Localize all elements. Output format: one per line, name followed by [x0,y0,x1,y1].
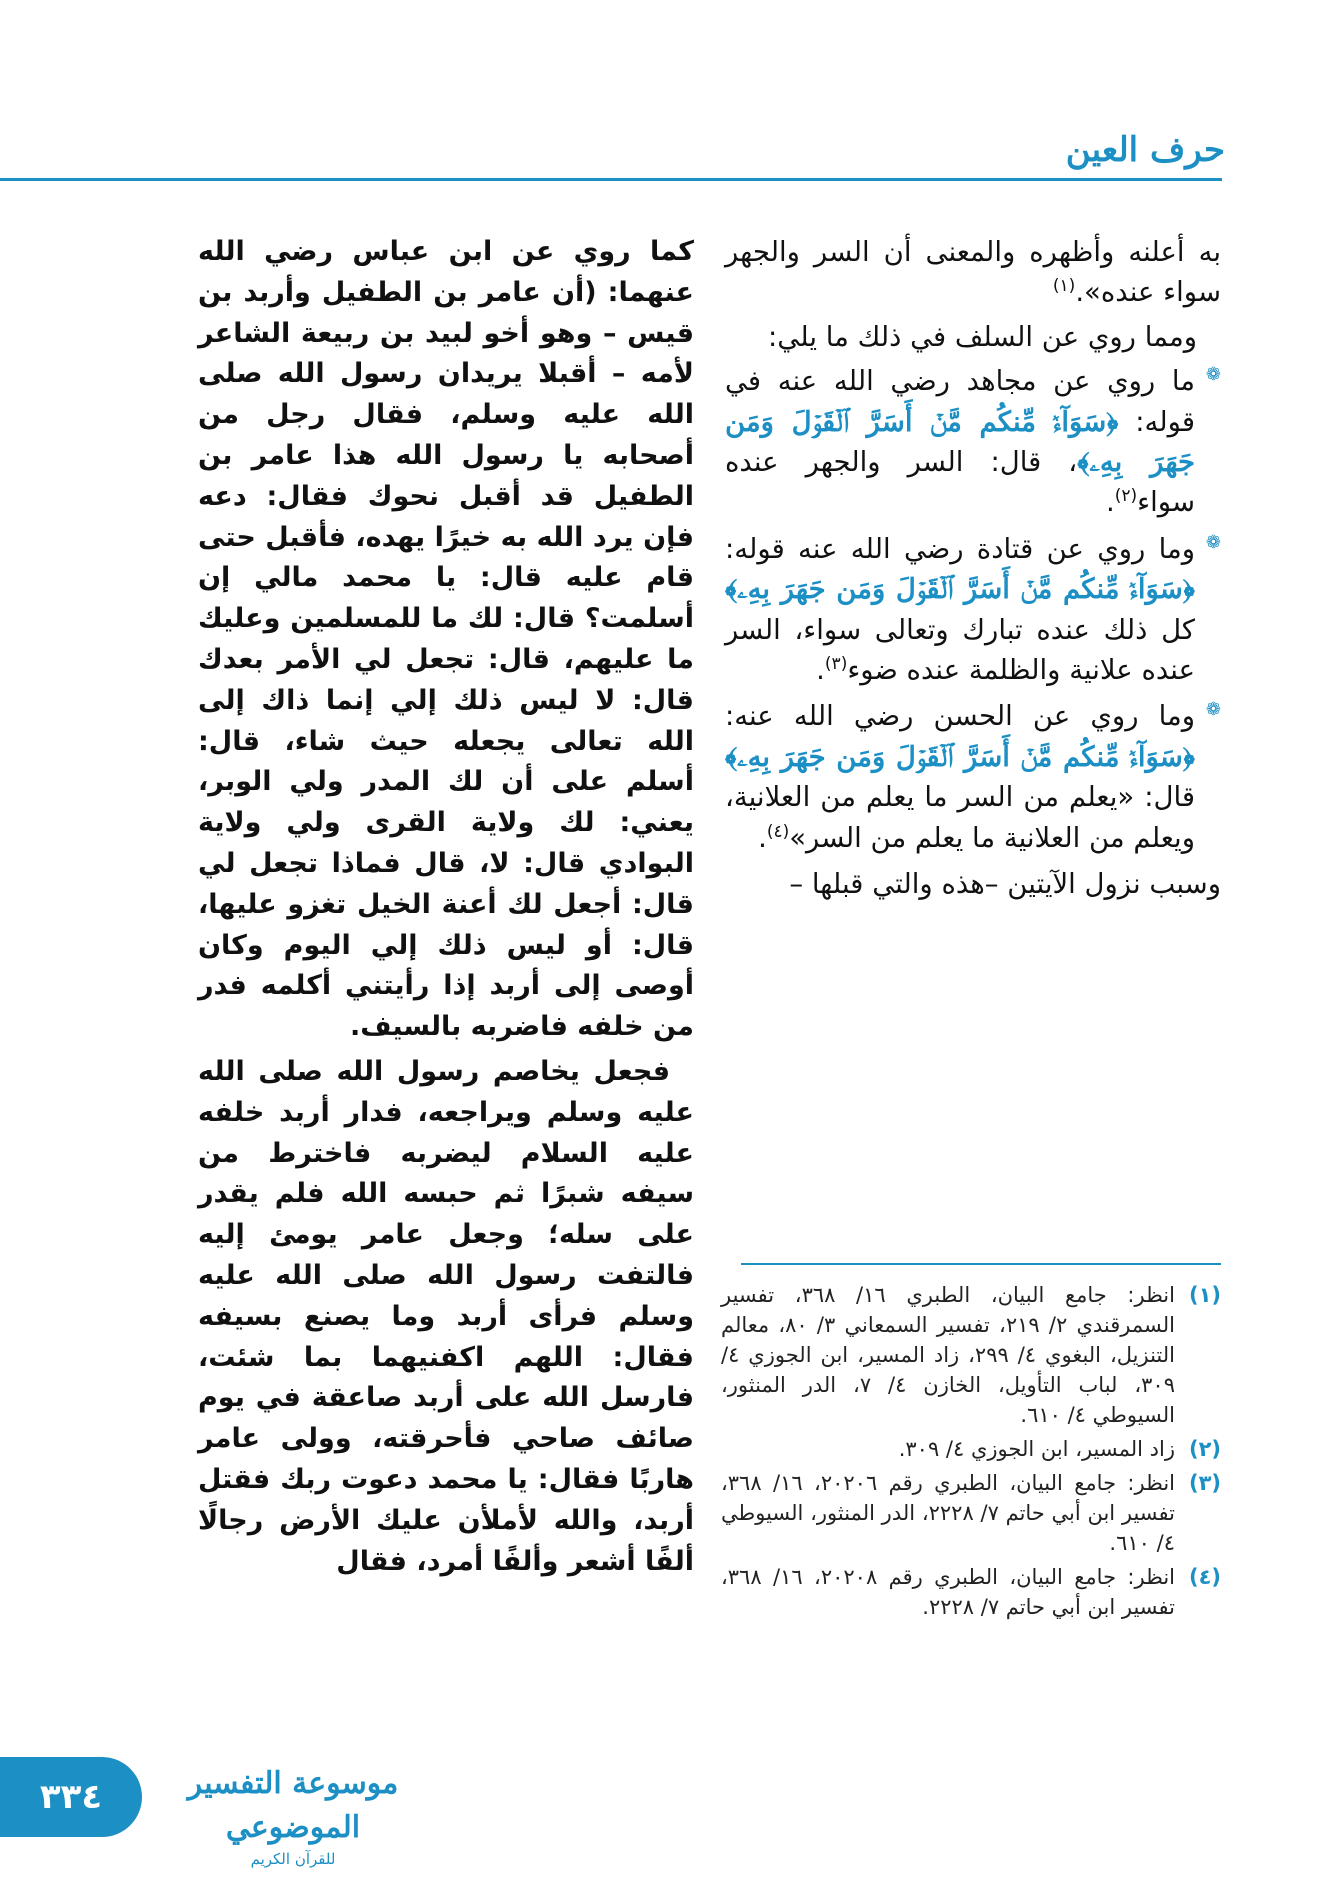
page-number: ٣٣٤ [0,1757,142,1837]
footnote: (٢) زاد المسير، ابن الجوزي ٤/ ٣٠٩. [898,1437,1221,1461]
footnote-divider [741,1263,1221,1265]
quran-verse: ﴿سَوَآءٞ مِّنكُم مَّنۡ أَسَرَّ ٱلۡقَوۡلَ وَمَن جَهَرَ بِهِۦ﴾ [725,573,1195,606]
flower-bullet-icon: ❁ [1205,531,1221,553]
footnote-ref[interactable]: (١) [1052,276,1076,297]
page-title: حرف العين [1065,130,1225,170]
right-column [725,232,1221,909]
quran-verse: ﴿سَوَآءٞ مِّنكُم مَّنۡ أَسَرَّ ٱلۡقَوۡلَ وَمَن جَهَرَ بِهِۦ﴾ [725,405,1195,479]
left-column [198,232,694,1586]
footnote: (١) انظر: جامع البيان، الطبري ١٦/ ٣٦٨، تفسير السمرقندي ٢/ ٢١٩، تفسير السمعاني ٣/ ٨٠، معالم التنزيل، البغوي ٤/ ٢٩٩، زاد المسير، ابن الجوزي ٤/ ٣٠٩، لباب التأويل، الخازن ٤/ ٧، الدر المنثور، السيوطي ٤/ ٦١٠. [721,1283,1221,1427]
footnote: (٤) انظر: جامع البيان، الطبري رقم ٢٠٢٠٨، ١٦/ ٣٦٨، تفسير ابن أبي حاتم ٧/ ٢٢٢٨. [721,1565,1221,1619]
footnote-ref[interactable]: (٣) [824,653,848,674]
quran-verse: ﴿سَوَآءٞ مِّنكُم مَّنۡ أَسَرَّ ٱلۡقَوۡلَ وَمَن جَهَرَ بِهِۦ﴾ [725,740,1195,773]
paragraph: كما روي عن ابن عباس رضي الله عنهما: (أن عامر بن الطفيل وأربد بن قيس – وهو أخو لبيد بن ربيعة الشاعر لأمه – أقبلا يريدان رسول الله صلى الله عليه وسلم، فقال رجل من أصحابه يا رسول الله هذا عامر بن الطفيل قد أقبل نحوك فقال: دعه فإن يرد الله به خيرًا يهده، فأقبل حتى قام عليه قال: يا محمد مالي إن أسلمت؟ قال: لك ما للمسلمين وعليك ما عليهم، قال: تجعل لي الأمر بعدك قال: لا ليس ذلك إلي إنما ذاك إلى الله تعالى يجعله حيث شاء، قال: أسلم على أن لك المدر ولي الوبر، يعني: لك ولاية القرى ولي ولاية البوادي قال: لا، قال فماذا تجعل لي قال: أجعل لك أعنة الخيل تغزو عليها، قال: أو ليس ذلك إلي اليوم وكان أوصى إلى أربد إذا رأيتني أكلمه فدر من خلفه فاضربه بالسيف. [198,236,694,1043]
footnote-ref[interactable]: (٤) [766,821,790,842]
paragraph: وسبب نزول الآيتين –هذه والتي قبلها – [789,868,1221,901]
series-subtitle: للقرآن الكريم [250,1850,336,1868]
paragraph: ومما روي عن السلف في ذلك ما يلي: [768,320,1197,353]
paragraph: فجعل يخاصم رسول الله صلى الله عليه وسلم ويراجعه، فدار أربد خلفه عليه السلام ليضربه فاخترط من سيفه شبرًا ثم حبسه الله فلم يقدر على سله؛ وجعل عامر يومئ إليه فالتفت رسول الله صلى الله عليه وسلم فرأى أربد وما يصنع بسيفه فقال: اللهم اكفنيهما بما شئت، فارسل الله على أربد صاعقة في يوم صائف صاحي فأحرقته، وولى عامر هاربًا فقال: يا محمد دعوت ربك فقتل أربد، والله لأملأن عليك الأرض رجالًا ألفًا أشعر وألفًا أمرد، فقال [198,1055,694,1577]
list-item: ❁ وما روي عن الحسن رضي الله عنه: ﴿سَوَآءٞ مِّنكُم مَّنۡ أَسَرَّ ٱلۡقَوۡلَ وَمَن جَهَرَ بِهِۦ﴾ قال: «يعلم من السر ما يعلم من العلانية، ويعلم من العلانية ما يعلم من السر»$^{(٤)}$. [725,699,1221,854]
series-logo [168,1762,418,1868]
flower-bullet-icon: ❁ [1205,364,1221,386]
list-item: ❁ وما روي عن قتادة رضي الله عنه قوله: ﴿سَوَآءٞ مِّنكُم مَّنۡ أَسَرَّ ٱلۡقَوۡلَ وَمَن جَهَرَ بِهِۦ﴾ كل ذلك عنده تبارك وتعالى سواء، السر عنده علانية والظلمة عنده ضوء$^{(٣)}$. [725,531,1221,687]
footnote: (٣) انظر: جامع البيان، الطبري رقم ٢٠٢٠٦، ١٦/ ٣٦٨، تفسير ابن أبي حاتم ٧/ ٢٢٢٨، الدر المنثور، السيوطي ٤/ ٦١٠. [721,1471,1221,1555]
list-item: ❁ ما روي عن مجاهد رضي الله عنه في قوله: ﴿سَوَآءٞ مِّنكُم مَّنۡ أَسَرَّ ٱلۡقَوۡلَ وَمَن جَهَرَ بِهِۦ﴾، قال: السر والجهر عنده سواء$^{(٢)}$. [725,364,1221,519]
header-rule [0,178,1222,181]
flower-bullet-icon: ❁ [1205,699,1221,721]
series-title: موسوعة التفسير الموضوعي [187,1766,399,1845]
paragraph: به أعلنه وأظهره والمعنى أن السر والجهر سواء عنده».$^{(١)}$ [725,236,1221,309]
footnotes [721,1280,1221,1626]
footnote-ref[interactable]: (٢) [1114,486,1138,507]
